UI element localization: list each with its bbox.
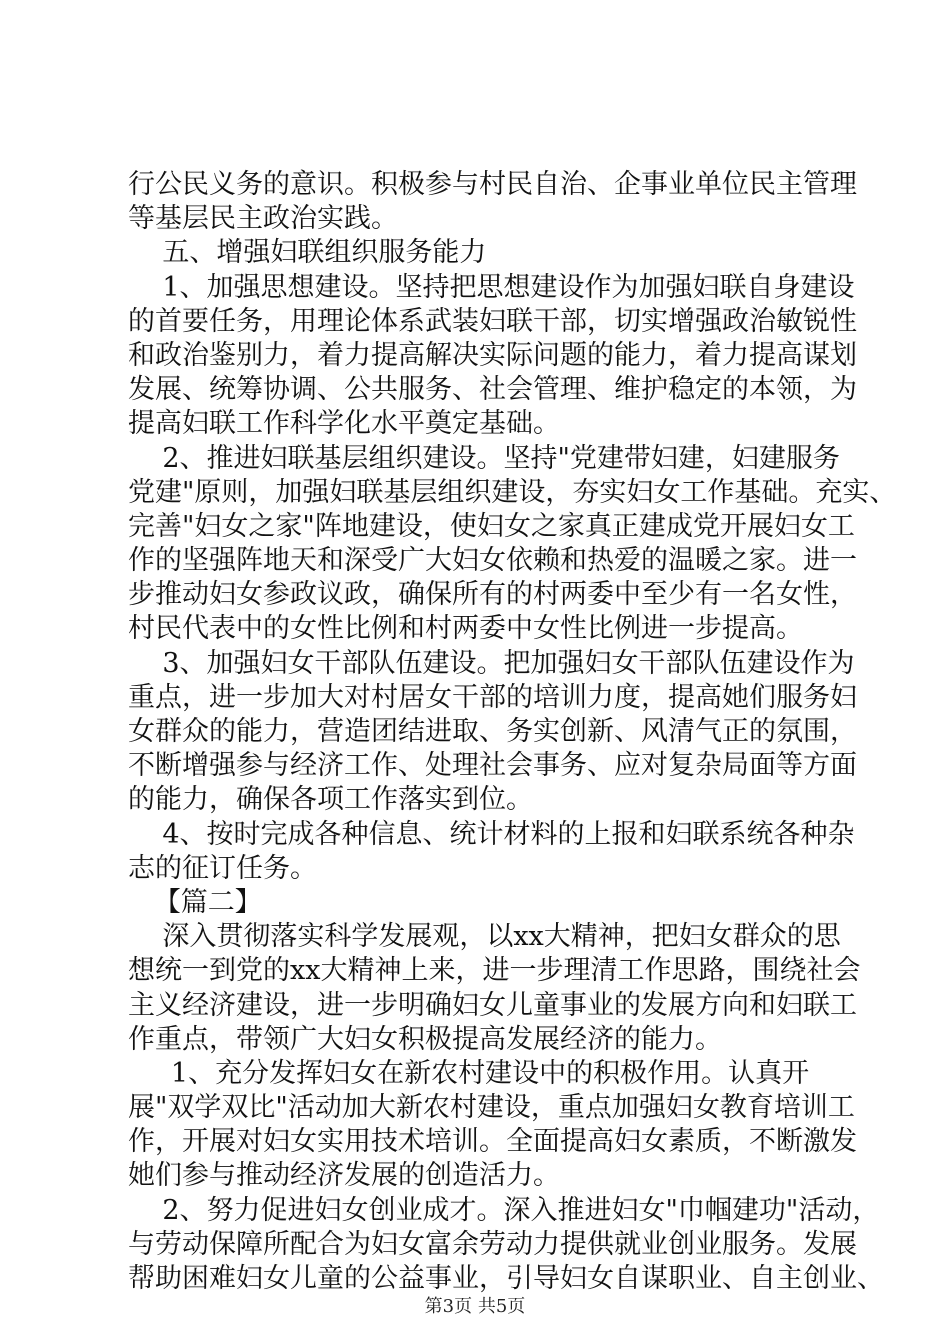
text-line: 党建"原则，加强妇联基层组织建设，夯实妇女工作基础。充实、: [128, 476, 897, 508]
text-line: 2、推进妇联基层组织建设。坚持"党建带妇建，妇建服务: [128, 442, 840, 474]
text-line: 展"双学双比"活动加大新农村建设，重点加强妇女教育培训工: [128, 1092, 855, 1124]
text-line: 作，开展对妇女实用技术培训。全面提高妇女素质，不断激发: [128, 1126, 857, 1158]
text-line: 3、加强妇女干部队伍建设。把加强妇女干部队伍建设作为: [128, 647, 855, 679]
text-line: 等基层民主政治实践。: [128, 203, 398, 235]
section-heading: 五、增强妇联组织服务能力: [128, 237, 487, 269]
text-line: 和政治鉴别力，着力提高解决实际问题的能力，着力提高谋划: [128, 339, 857, 371]
text-line: 步推动妇女参政议政，确保所有的村两委中至少有一名女性，: [128, 579, 857, 611]
text-line: 1、充分发挥妇女在新农村建设中的积极作用。认真开: [128, 1057, 810, 1089]
text-line: 2、努力促进妇女创业成才。深入推进妇女"巾帼建功"活动，: [128, 1194, 880, 1226]
text-line: 村民代表中的女性比例和村两委中女性比例进一步提高。: [128, 613, 803, 645]
page-footer: [0, 1292, 950, 1318]
text-line: 行公民义务的意识。积极参与村民自治、企事业单位民主管理: [128, 169, 857, 200]
text-line: 她们参与推动经济发展的创造活力。: [128, 1160, 560, 1192]
text-line: 的首要任务，用理论体系武装妇联干部，切实增强政治敏锐性: [128, 305, 857, 337]
text-line: 4、按时完成各种信息、统计材料的上报和妇联系统各种杂: [128, 818, 855, 850]
text-line: 发展、统筹协调、公共服务、社会管理、维护稳定的本领，为: [128, 374, 857, 406]
page-number: 第3页 共5页: [424, 1296, 526, 1317]
section-heading: 【篇二】: [128, 886, 262, 918]
text-line: 1、加强思想建设。坚持把思想建设作为加强妇联自身建设: [128, 271, 855, 303]
text-line: 作的坚强阵地天和深受广大妇女依赖和热爱的温暖之家。进一: [128, 545, 857, 577]
text-line: 深入贯彻落实科学发展观，以xx大精神，把妇女群众的思: [128, 921, 841, 953]
text-line: 的能力，确保各项工作落实到位。: [128, 784, 533, 816]
text-line: 与劳动保障所配合为妇女富余劳动力提供就业创业服务。发展: [128, 1228, 857, 1260]
text-line: 想统一到党的xx大精神上来，进一步理清工作思路，围绕社会: [128, 955, 861, 987]
text-line: 志的征订任务。: [128, 852, 317, 884]
text-line: 作重点，带领广大妇女积极提高发展经济的能力。: [128, 1023, 722, 1055]
text-line: 重点，进一步加大对村居女干部的培训力度，提高她们服务妇: [128, 681, 857, 713]
text-line: 主义经济建设，进一步明确妇女儿童事业的发展方向和妇联工: [128, 989, 857, 1021]
text-line: 女群众的能力，营造团结进取、务实创新、风清气正的氛围，: [128, 716, 857, 747]
text-line: 不断增强参与经济工作、处理社会事务、应对复杂局面等方面: [128, 750, 857, 782]
text-line: 提高妇联工作科学化水平奠定基础。: [128, 408, 560, 440]
text-line: 完善"妇女之家"阵地建设，使妇女之家真正建成党开展妇女工: [128, 510, 855, 542]
document-body: [128, 168, 897, 1296]
text-line: 帮助困难妇女儿童的公益事业，引导妇女自谋职业、自主创业、: [128, 1263, 884, 1294]
